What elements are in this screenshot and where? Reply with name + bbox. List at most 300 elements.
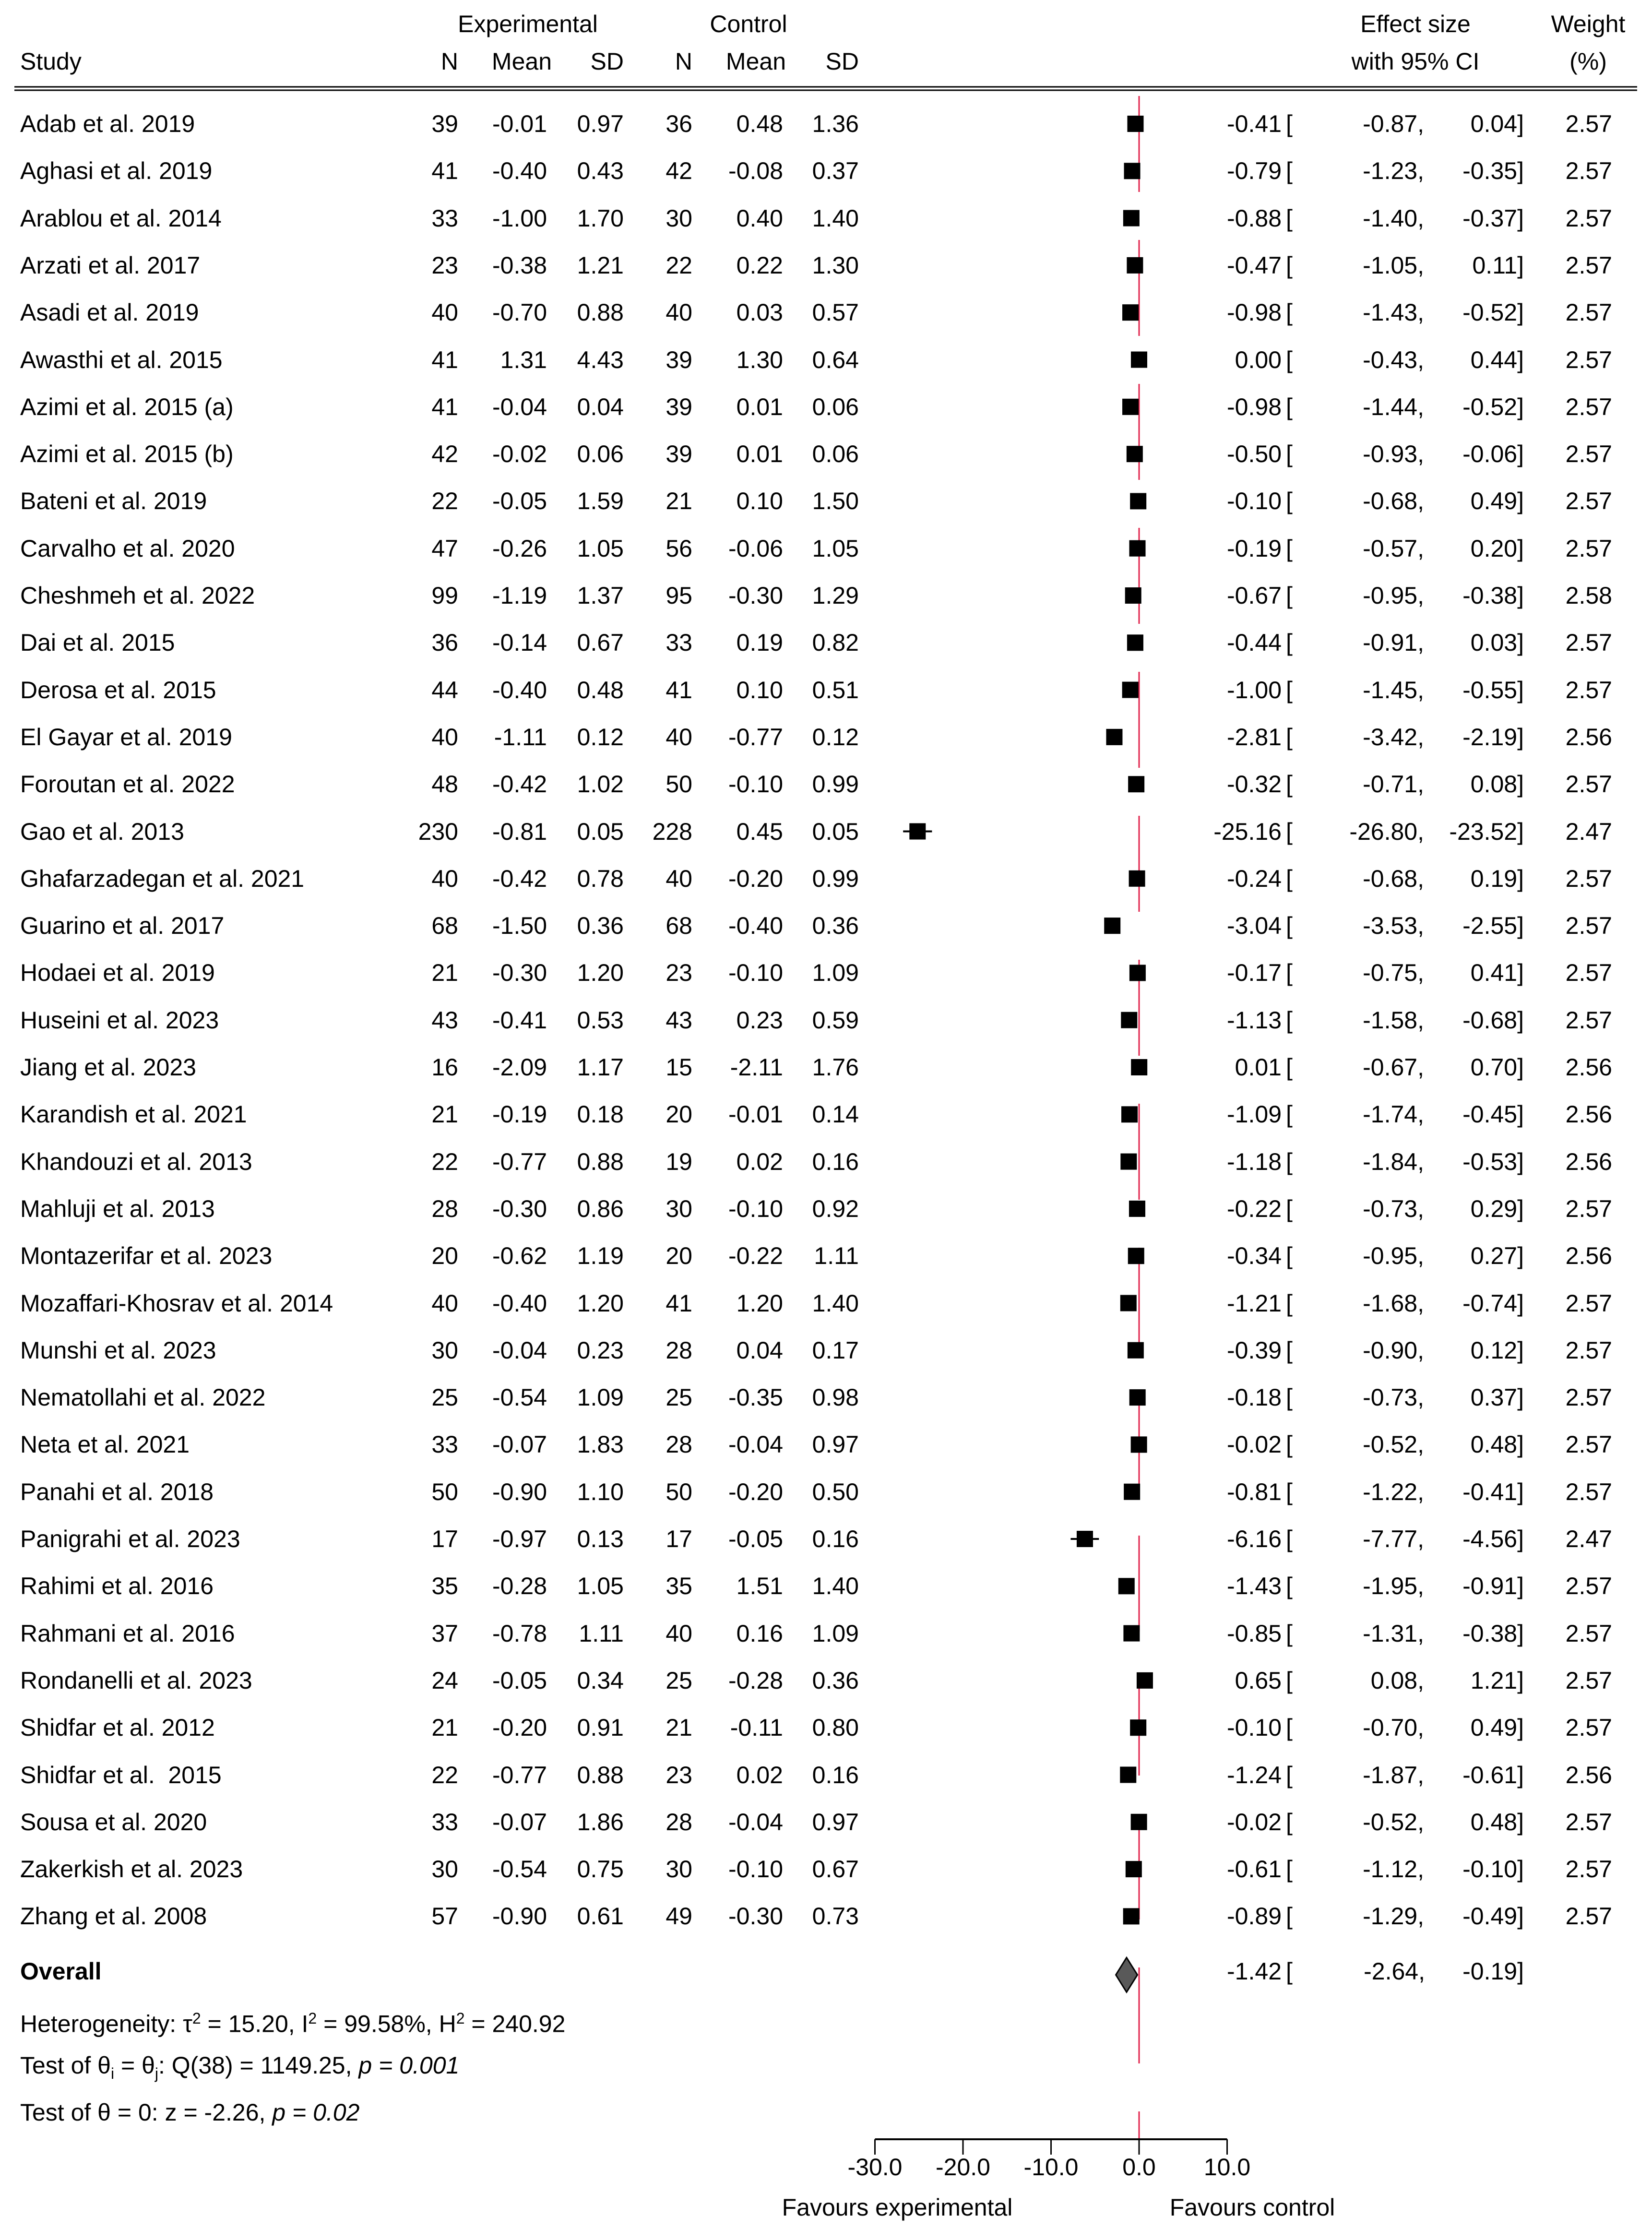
cell-study: Zhang et al. 2008 bbox=[20, 1903, 207, 1930]
cell-w: 2.57 bbox=[1565, 535, 1612, 562]
cell-es: -0.44 bbox=[1227, 629, 1282, 656]
cell-es: -6.16 bbox=[1227, 1526, 1282, 1552]
point-estimate-square bbox=[1118, 1578, 1135, 1594]
cell-c-sd: 0.67 bbox=[812, 1856, 859, 1883]
study-marker bbox=[1127, 446, 1143, 462]
cell-lo: -3.53, bbox=[1363, 912, 1424, 940]
study-marker bbox=[1131, 1814, 1147, 1830]
cell-lo: -1.84, bbox=[1363, 1148, 1424, 1175]
cell-e-n: 30 bbox=[431, 1336, 458, 1364]
cell-e-n: 21 bbox=[431, 959, 458, 987]
cell-e-sd: 1.70 bbox=[577, 204, 624, 232]
cell-c-n: 50 bbox=[666, 1478, 692, 1505]
homogeneity-test: Test of $\theta_i = \theta_j$: Q(38) = 1149.25, p = 0.001 bbox=[20, 2052, 460, 2082]
cell-w: 2.57 bbox=[1565, 1384, 1612, 1411]
ci-open-bracket: [ bbox=[1286, 1478, 1293, 1505]
cell-e-mean: -0.04 bbox=[492, 393, 547, 420]
header-effect-size-ci: with 95% CI bbox=[1351, 48, 1480, 75]
study-marker bbox=[1124, 1484, 1140, 1500]
cell-hi: -0.45] bbox=[1462, 1101, 1524, 1128]
cell-lo: -7.77, bbox=[1363, 1526, 1424, 1552]
cell-lo: -0.95, bbox=[1363, 1242, 1424, 1270]
cell-hi: -0.55] bbox=[1462, 676, 1524, 703]
cell-e-sd: 0.53 bbox=[577, 1006, 624, 1034]
cell-lo: -1.12, bbox=[1363, 1856, 1424, 1883]
cell-e-n: 17 bbox=[431, 1526, 458, 1552]
cell-w: 2.57 bbox=[1565, 157, 1612, 185]
point-estimate-square bbox=[1122, 682, 1139, 698]
cell-study: Ghafarzadegan et al. 2021 bbox=[20, 865, 305, 892]
cell-c-sd: 0.37 bbox=[812, 157, 859, 185]
cell-c-n: 20 bbox=[666, 1242, 692, 1270]
cell-es: -0.10 bbox=[1227, 488, 1282, 515]
cell-e-mean: 1.31 bbox=[500, 346, 547, 373]
cell-c-mean: -0.10 bbox=[728, 959, 783, 987]
cell-e-sd: 1.17 bbox=[577, 1054, 624, 1081]
cell-lo: -1.22, bbox=[1363, 1478, 1424, 1505]
point-estimate-square bbox=[1129, 540, 1146, 557]
ci-open-bracket: [ bbox=[1286, 1101, 1293, 1128]
cell-e-mean: -0.38 bbox=[492, 251, 547, 279]
cell-w: 2.57 bbox=[1565, 441, 1612, 468]
ci-open-bracket: [ bbox=[1286, 771, 1293, 798]
cell-c-n: 20 bbox=[666, 1101, 692, 1128]
point-estimate-square bbox=[1128, 1248, 1144, 1264]
cell-e-sd: 0.88 bbox=[577, 1761, 624, 1788]
cell-w: 2.47 bbox=[1565, 1526, 1612, 1552]
cell-c-n: 41 bbox=[666, 676, 692, 703]
ci-open-bracket: [ bbox=[1286, 1714, 1293, 1741]
overall-effect-size: -1.42 bbox=[1227, 1958, 1282, 1985]
cell-e-sd: 1.02 bbox=[577, 771, 624, 798]
cell-c-sd: 0.16 bbox=[812, 1148, 859, 1175]
cell-study: Panigrahi et al. 2023 bbox=[20, 1526, 240, 1552]
cell-e-mean: -0.81 bbox=[492, 818, 547, 845]
cell-w: 2.57 bbox=[1565, 110, 1612, 137]
study-marker bbox=[1070, 1531, 1099, 1547]
cell-c-n: 25 bbox=[666, 1667, 692, 1694]
cell-hi: -0.41] bbox=[1462, 1478, 1524, 1505]
cell-w: 2.57 bbox=[1565, 1006, 1612, 1034]
x-axis-tick-label: 10.0 bbox=[1203, 2154, 1251, 2181]
point-estimate-square bbox=[1122, 304, 1139, 321]
cell-study: Asadi et al. 2019 bbox=[20, 299, 199, 326]
point-estimate-square bbox=[1130, 1719, 1146, 1736]
ci-open-bracket: [ bbox=[1286, 204, 1293, 232]
x-axis-tick-label: -20.0 bbox=[936, 2154, 990, 2181]
study-markers bbox=[903, 116, 1153, 1924]
cell-e-mean: -0.40 bbox=[492, 1289, 547, 1317]
cell-e-n: 33 bbox=[431, 1808, 458, 1836]
cell-e-sd: 0.06 bbox=[577, 441, 624, 468]
cell-c-mean: -2.11 bbox=[730, 1054, 783, 1081]
study-marker bbox=[1131, 1059, 1147, 1075]
cell-hi: 0.20] bbox=[1470, 535, 1524, 562]
cell-e-mean: -0.19 bbox=[492, 1101, 547, 1128]
cell-c-mean: 1.20 bbox=[736, 1289, 783, 1317]
cell-e-n: 35 bbox=[431, 1573, 458, 1600]
point-estimate-square bbox=[1131, 352, 1147, 368]
point-estimate-square bbox=[1129, 870, 1145, 887]
ci-open-bracket: [ bbox=[1286, 441, 1293, 468]
cell-w: 2.57 bbox=[1565, 346, 1612, 373]
cell-w: 2.57 bbox=[1565, 1667, 1612, 1694]
cell-c-sd: 0.99 bbox=[812, 771, 859, 798]
cell-lo: -1.23, bbox=[1363, 157, 1424, 185]
cell-w: 2.57 bbox=[1565, 1856, 1612, 1883]
header-ctrl-n: N bbox=[675, 48, 692, 75]
cell-lo: -0.73, bbox=[1363, 1384, 1424, 1411]
cell-es: -0.88 bbox=[1227, 204, 1282, 232]
cell-c-mean: 0.02 bbox=[736, 1148, 783, 1175]
cell-es: -0.67 bbox=[1227, 582, 1282, 609]
x-axis-tick-label: 0.0 bbox=[1122, 2154, 1156, 2181]
cell-e-n: 21 bbox=[431, 1101, 458, 1128]
cell-study: Cheshmeh et al. 2022 bbox=[20, 582, 255, 609]
cell-c-mean: -0.28 bbox=[728, 1667, 783, 1694]
point-estimate-square bbox=[1128, 1342, 1144, 1359]
cell-c-n: 40 bbox=[666, 299, 692, 326]
cell-hi: 0.48] bbox=[1470, 1808, 1524, 1836]
cell-w: 2.57 bbox=[1565, 1714, 1612, 1741]
cell-c-mean: 0.04 bbox=[736, 1336, 783, 1364]
cell-c-n: 22 bbox=[666, 251, 692, 279]
cell-c-mean: -0.04 bbox=[728, 1808, 783, 1836]
cell-study: Nematollahi et al. 2022 bbox=[20, 1384, 266, 1411]
cell-study: Mozaffari-Khosrav et al. 2014 bbox=[20, 1289, 333, 1317]
heterogeneity-stats: Heterogeneity: $\tau^2 = 15.20$, $I^2 = 99.58\%$, $H^2 = 240.92$ bbox=[20, 2010, 566, 2038]
cell-lo: -0.73, bbox=[1363, 1195, 1424, 1222]
cell-study: Dai et al. 2015 bbox=[20, 629, 175, 656]
cell-lo: -1.31, bbox=[1363, 1620, 1424, 1647]
cell-study: Carvalho et al. 2020 bbox=[20, 535, 235, 562]
ci-open-bracket: [ bbox=[1286, 157, 1293, 185]
study-marker bbox=[1130, 1719, 1146, 1736]
cell-c-sd: 1.11 bbox=[814, 1242, 859, 1270]
cell-c-mean: -0.05 bbox=[728, 1526, 783, 1552]
cell-es: 0.01 bbox=[1235, 1054, 1282, 1081]
cell-c-mean: 0.40 bbox=[736, 204, 783, 232]
cell-hi: 0.08] bbox=[1470, 771, 1524, 798]
cell-c-mean: -0.06 bbox=[728, 535, 783, 562]
cell-lo: -1.87, bbox=[1363, 1761, 1424, 1788]
cell-c-n: 39 bbox=[666, 441, 692, 468]
cell-c-mean: 0.19 bbox=[736, 629, 783, 656]
cell-e-n: 28 bbox=[431, 1195, 458, 1222]
cell-es: -1.43 bbox=[1227, 1573, 1282, 1600]
cell-hi: -4.56] bbox=[1462, 1526, 1524, 1552]
header-exp-mean: Mean bbox=[491, 48, 552, 75]
cell-c-mean: -0.20 bbox=[728, 1478, 783, 1505]
cell-e-mean: -0.77 bbox=[492, 1148, 547, 1175]
study-marker bbox=[1122, 304, 1139, 321]
cell-c-mean: 1.30 bbox=[736, 346, 783, 373]
cell-c-n: 28 bbox=[666, 1336, 692, 1364]
cell-es: -1.00 bbox=[1227, 676, 1282, 703]
cell-c-sd: 0.92 bbox=[812, 1195, 859, 1222]
overall-effect-test: Test of θ = 0: z = -2.26, p = 0.02 bbox=[20, 2099, 360, 2126]
cell-study: Aghasi et al. 2019 bbox=[20, 157, 213, 185]
cell-e-sd: 0.18 bbox=[577, 1101, 624, 1128]
cell-hi: -0.10] bbox=[1462, 1856, 1524, 1883]
cell-e-sd: 1.11 bbox=[579, 1620, 624, 1647]
cell-hi: 0.27] bbox=[1470, 1242, 1524, 1270]
cell-c-mean: -0.10 bbox=[728, 771, 783, 798]
cell-c-sd: 0.99 bbox=[812, 865, 859, 892]
study-marker bbox=[1126, 1861, 1142, 1877]
cell-c-sd: 1.50 bbox=[812, 488, 859, 515]
study-marker bbox=[1128, 1248, 1144, 1264]
point-estimate-square bbox=[1127, 446, 1143, 462]
cell-lo: -0.57, bbox=[1363, 535, 1424, 562]
cell-e-sd: 1.09 bbox=[577, 1384, 624, 1411]
cell-es: -0.79 bbox=[1227, 157, 1282, 185]
cell-study: Arablou et al. 2014 bbox=[20, 204, 222, 232]
ci-open-bracket: [ bbox=[1286, 959, 1293, 987]
cell-w: 2.57 bbox=[1565, 1808, 1612, 1836]
cell-e-sd: 0.86 bbox=[577, 1195, 624, 1222]
cell-study: Sousa et al. 2020 bbox=[20, 1808, 207, 1836]
cell-lo: -1.43, bbox=[1363, 299, 1424, 326]
point-estimate-square bbox=[1124, 1484, 1140, 1500]
cell-e-n: 57 bbox=[431, 1903, 458, 1930]
cell-w: 2.57 bbox=[1565, 1478, 1612, 1505]
cell-c-sd: 1.40 bbox=[812, 1573, 859, 1600]
study-marker bbox=[1120, 1295, 1137, 1311]
cell-hi: 0.49] bbox=[1470, 1714, 1524, 1741]
cell-e-sd: 1.05 bbox=[577, 1573, 624, 1600]
point-estimate-square bbox=[1127, 116, 1143, 132]
cell-c-sd: 1.76 bbox=[812, 1054, 859, 1081]
cell-hi: 0.49] bbox=[1470, 488, 1524, 515]
study-marker bbox=[1129, 540, 1146, 557]
cell-c-sd: 0.97 bbox=[812, 1808, 859, 1836]
cell-e-n: 20 bbox=[431, 1242, 458, 1270]
point-estimate-square bbox=[1077, 1531, 1093, 1547]
cell-es: -3.04 bbox=[1227, 912, 1282, 940]
cell-lo: -0.90, bbox=[1363, 1336, 1424, 1364]
cell-study: Rondanelli et al. 2023 bbox=[20, 1667, 252, 1694]
cell-c-sd: 1.29 bbox=[812, 582, 859, 609]
cell-hi: 0.70] bbox=[1470, 1054, 1524, 1081]
cell-e-n: 33 bbox=[431, 1431, 458, 1458]
cell-es: -0.98 bbox=[1227, 393, 1282, 420]
point-estimate-square bbox=[1106, 729, 1122, 745]
study-marker bbox=[1127, 634, 1143, 651]
study-marker bbox=[1131, 1436, 1147, 1453]
cell-c-sd: 0.36 bbox=[812, 912, 859, 940]
cell-e-sd: 0.61 bbox=[577, 1903, 624, 1930]
cell-e-n: 40 bbox=[431, 299, 458, 326]
ci-open-bracket: [ bbox=[1286, 723, 1293, 751]
point-estimate-square bbox=[1130, 493, 1146, 509]
cell-c-sd: 0.17 bbox=[812, 1336, 859, 1364]
cell-e-sd: 0.43 bbox=[577, 157, 624, 185]
study-marker bbox=[1118, 1578, 1135, 1594]
point-estimate-square bbox=[1129, 1389, 1146, 1406]
cell-e-n: 41 bbox=[431, 393, 458, 420]
cell-e-n: 99 bbox=[431, 582, 458, 609]
header-weight: Weight bbox=[1551, 11, 1626, 37]
cell-e-sd: 0.12 bbox=[577, 723, 624, 751]
point-estimate-square bbox=[1120, 1154, 1137, 1170]
cell-e-mean: -0.07 bbox=[492, 1431, 547, 1458]
cell-w: 2.57 bbox=[1565, 488, 1612, 515]
ci-open-bracket: [ bbox=[1286, 629, 1293, 656]
cell-e-mean: -1.50 bbox=[492, 912, 547, 940]
cell-c-n: 23 bbox=[666, 1761, 692, 1788]
cell-es: -1.13 bbox=[1227, 1006, 1282, 1034]
cell-c-n: 21 bbox=[666, 1714, 692, 1741]
cell-c-n: 30 bbox=[666, 1195, 692, 1222]
study-marker bbox=[1120, 1767, 1136, 1783]
cell-c-mean: -0.11 bbox=[730, 1714, 783, 1741]
cell-study: Azimi et al. 2015 (b) bbox=[20, 441, 234, 468]
cell-study: Derosa et al. 2015 bbox=[20, 676, 216, 703]
point-estimate-square bbox=[1123, 1625, 1140, 1642]
point-estimate-square bbox=[1137, 1672, 1153, 1689]
cell-es: -0.22 bbox=[1227, 1195, 1282, 1222]
overall-ci-lower: -2.64, bbox=[1364, 1958, 1425, 1985]
point-estimate-square bbox=[1104, 918, 1120, 934]
cell-e-sd: 1.86 bbox=[577, 1808, 624, 1836]
cell-c-mean: -0.30 bbox=[728, 1903, 783, 1930]
study-marker bbox=[1106, 729, 1122, 745]
cell-hi: -0.91] bbox=[1462, 1573, 1524, 1600]
cell-lo: -0.67, bbox=[1363, 1054, 1424, 1081]
ci-open-bracket: [ bbox=[1286, 110, 1293, 137]
cell-c-mean: 0.48 bbox=[736, 110, 783, 137]
cell-e-mean: -0.30 bbox=[492, 959, 547, 987]
cell-e-n: 48 bbox=[431, 771, 458, 798]
cell-hi: -2.55] bbox=[1462, 912, 1524, 940]
cell-w: 2.57 bbox=[1565, 393, 1612, 420]
point-estimate-square bbox=[1124, 163, 1141, 179]
cell-c-mean: -0.40 bbox=[728, 912, 783, 940]
cell-e-mean: -0.70 bbox=[492, 299, 547, 326]
cell-c-n: 15 bbox=[666, 1054, 692, 1081]
cell-c-mean: -0.22 bbox=[728, 1242, 783, 1270]
study-marker bbox=[1129, 1389, 1146, 1406]
cell-hi: -0.53] bbox=[1462, 1148, 1524, 1175]
cell-study: Gao et al. 2013 bbox=[20, 818, 184, 845]
cell-e-n: 42 bbox=[431, 441, 458, 468]
cell-c-n: 228 bbox=[652, 818, 692, 845]
cell-hi: -0.49] bbox=[1462, 1903, 1524, 1930]
cell-lo: -0.52, bbox=[1363, 1808, 1424, 1836]
cell-lo: -0.68, bbox=[1363, 865, 1424, 892]
cell-study: Arzati et al. 2017 bbox=[20, 251, 201, 279]
cell-e-mean: -0.40 bbox=[492, 157, 547, 185]
cell-w: 2.57 bbox=[1565, 1431, 1612, 1458]
cell-study: Zakerkish et al. 2023 bbox=[20, 1856, 243, 1883]
cell-lo: -0.68, bbox=[1363, 488, 1424, 515]
cell-c-mean: 0.01 bbox=[736, 393, 783, 420]
ci-open-bracket: [ bbox=[1286, 1242, 1293, 1270]
cell-e-mean: -0.78 bbox=[492, 1620, 547, 1647]
point-estimate-square bbox=[1129, 1201, 1145, 1217]
cell-e-mean: -0.04 bbox=[492, 1336, 547, 1364]
point-estimate-square bbox=[1131, 1059, 1147, 1075]
ci-open-bracket: [ bbox=[1286, 393, 1293, 420]
cell-lo: -0.95, bbox=[1363, 582, 1424, 609]
cell-w: 2.56 bbox=[1565, 1101, 1612, 1128]
cell-es: -0.39 bbox=[1227, 1336, 1282, 1364]
cell-e-sd: 4.43 bbox=[577, 346, 624, 373]
cell-hi: -0.74] bbox=[1462, 1289, 1524, 1317]
cell-e-n: 24 bbox=[431, 1667, 458, 1694]
cell-c-n: 56 bbox=[666, 535, 692, 562]
cell-es: -0.17 bbox=[1227, 959, 1282, 987]
cell-c-sd: 1.36 bbox=[812, 110, 859, 137]
cell-w: 2.57 bbox=[1565, 251, 1612, 279]
cell-w: 2.56 bbox=[1565, 1761, 1612, 1788]
study-marker bbox=[1121, 1012, 1137, 1028]
study-marker bbox=[1128, 776, 1144, 792]
study-marker bbox=[1129, 1201, 1145, 1217]
cell-w: 2.57 bbox=[1565, 1620, 1612, 1647]
cell-c-sd: 0.98 bbox=[812, 1384, 859, 1411]
cell-w: 2.57 bbox=[1565, 1195, 1612, 1222]
header-exp-sd: SD bbox=[590, 48, 624, 75]
ci-open-bracket: [ bbox=[1286, 488, 1293, 515]
point-estimate-square bbox=[1123, 210, 1140, 226]
cell-study: Bateni et al. 2019 bbox=[20, 488, 207, 515]
cell-e-n: 25 bbox=[431, 1384, 458, 1411]
cell-e-n: 68 bbox=[431, 912, 458, 940]
cell-c-n: 49 bbox=[666, 1903, 692, 1930]
overall-bracket: [ bbox=[1286, 1958, 1293, 1985]
cell-hi: -0.35] bbox=[1462, 157, 1524, 185]
study-marker bbox=[1137, 1672, 1153, 1689]
cell-hi: 0.19] bbox=[1470, 865, 1524, 892]
cell-e-mean: -0.14 bbox=[492, 629, 547, 656]
cell-lo: -0.43, bbox=[1363, 346, 1424, 373]
cell-e-n: 40 bbox=[431, 723, 458, 751]
header-group-experimental: Experimental bbox=[458, 11, 598, 37]
ci-open-bracket: [ bbox=[1286, 818, 1293, 845]
cell-hi: -0.37] bbox=[1462, 204, 1524, 232]
cell-c-n: 28 bbox=[666, 1431, 692, 1458]
cell-e-n: 33 bbox=[431, 204, 458, 232]
cell-c-sd: 1.05 bbox=[812, 535, 859, 562]
study-marker bbox=[1127, 257, 1143, 274]
cell-hi: -0.61] bbox=[1462, 1761, 1524, 1788]
cell-e-n: 41 bbox=[431, 346, 458, 373]
cell-study: Shidfar et al. 2015 bbox=[20, 1761, 222, 1788]
cell-c-mean: 0.45 bbox=[736, 818, 783, 845]
cell-c-sd: 0.82 bbox=[812, 629, 859, 656]
ci-open-bracket: [ bbox=[1286, 1431, 1293, 1458]
cell-study: Rahimi et al. 2016 bbox=[20, 1573, 214, 1600]
cell-study: Khandouzi et al. 2013 bbox=[20, 1148, 252, 1175]
cell-study: Karandish et al. 2021 bbox=[20, 1101, 247, 1128]
cell-e-n: 41 bbox=[431, 157, 458, 185]
cell-c-sd: 0.05 bbox=[812, 818, 859, 845]
ci-open-bracket: [ bbox=[1286, 1148, 1293, 1175]
cell-c-n: 39 bbox=[666, 346, 692, 373]
ci-open-bracket: [ bbox=[1286, 865, 1293, 892]
ci-open-bracket: [ bbox=[1286, 1761, 1293, 1788]
cell-lo: -26.80, bbox=[1349, 818, 1424, 845]
cell-e-sd: 0.75 bbox=[577, 1856, 624, 1883]
cell-es: -0.10 bbox=[1227, 1714, 1282, 1741]
cell-c-sd: 1.40 bbox=[812, 1289, 859, 1317]
cell-es: -0.02 bbox=[1227, 1431, 1282, 1458]
cell-c-n: 40 bbox=[666, 723, 692, 751]
cell-es: -1.18 bbox=[1227, 1148, 1282, 1175]
cell-e-mean: -0.42 bbox=[492, 865, 547, 892]
